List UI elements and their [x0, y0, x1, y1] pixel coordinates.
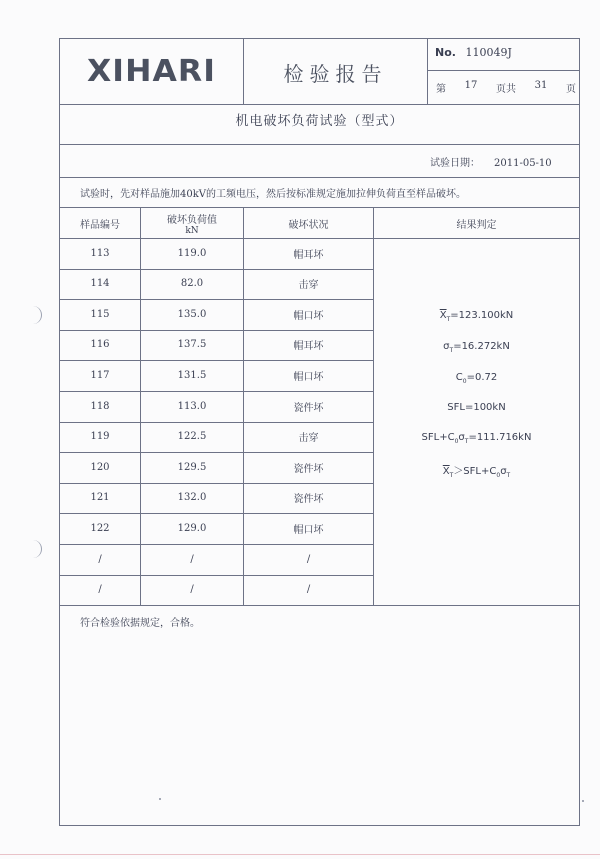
compare-sigma-sub: T: [506, 472, 511, 479]
table-bottom-line: [59, 605, 580, 606]
header-divider: [427, 38, 428, 104]
scan-dot: [159, 798, 161, 800]
header-load: [141, 208, 243, 238]
c-sub: 0: [462, 378, 467, 385]
cell-load: 135.0: [177, 308, 207, 320]
sfl-plus-value: =111.716kN: [468, 432, 532, 443]
cell-sample-no: 119: [90, 431, 110, 443]
section-divider: [59, 177, 580, 178]
mean-value: =123.100kN: [450, 310, 514, 321]
cell-sample-no: /: [98, 553, 102, 565]
c-symbol: C: [455, 372, 463, 383]
section-title: 机电破坏负荷试验（型式）: [235, 114, 404, 129]
test-note: 试验时，先对样品施加40kV的工频电压，然后按标准规定施加拉伸负荷直至样品破坏。: [80, 189, 467, 200]
compare-rest: ＞SFL+C: [453, 466, 497, 477]
sigma-value: =16.272kN: [453, 341, 510, 352]
cell-sample-no: 120: [90, 461, 110, 473]
cell-load: 137.5: [177, 339, 207, 351]
sfl-plus-label: SFL+C: [421, 432, 455, 443]
cell-load: 119.0: [177, 247, 207, 259]
cell-state: 瓷件坏: [293, 494, 324, 506]
mean-symbol: $\overline{X}$: [439, 310, 447, 321]
page-edge-line: [0, 854, 600, 855]
sfl-plus-sigma-sub: T: [464, 438, 469, 445]
scan-dot: [582, 800, 584, 802]
result-compare: [374, 462, 579, 479]
cell-load: 132.0: [177, 492, 207, 504]
cell-sample-no: 118: [90, 400, 110, 412]
cell-sample-no: 113: [90, 247, 110, 259]
cell-load: /: [190, 553, 194, 565]
result-sfl-plus: [374, 432, 579, 445]
cell-state: 帽口坏: [293, 524, 324, 536]
cell-state: /: [306, 553, 311, 565]
cell-state: 瓷件坏: [293, 402, 324, 414]
header-divider: [427, 70, 580, 71]
sigma-symbol: σ: [443, 341, 450, 352]
cell-sample-no: /: [98, 584, 102, 596]
document-number: [435, 46, 512, 59]
binder-hole-mark: [26, 540, 42, 558]
cell-sample-no: 114: [90, 278, 110, 290]
cell-state: 帽耳坏: [293, 341, 324, 353]
sfl-plus-sigma: σ: [458, 432, 465, 443]
header-result: 结果判定: [456, 219, 497, 231]
cell-load: 131.5: [177, 369, 207, 381]
compare-c-sub: 0: [496, 472, 501, 479]
section-divider: [59, 144, 580, 145]
header-load-unit: kN: [185, 225, 199, 236]
document-number-label: No.: [435, 46, 456, 59]
cell-state: /: [306, 584, 311, 596]
result-sigma: [374, 341, 579, 354]
compare-x: $\overline{X}$: [442, 466, 450, 477]
compare-x-sub: T: [449, 472, 454, 479]
c-value: =0.72: [466, 372, 498, 383]
mean-sub: T: [446, 316, 451, 323]
test-date-label: 试验日期：: [430, 158, 480, 169]
cell-sample-no: 115: [90, 308, 110, 320]
page-no-label: 第: [436, 84, 446, 95]
cell-sample-no: 117: [90, 369, 110, 381]
cell-state: 帽口坏: [293, 371, 324, 383]
binder-hole-mark: [26, 306, 42, 324]
cell-sample-no: 116: [90, 339, 110, 351]
test-date: [430, 154, 552, 169]
cell-load: 122.5: [177, 431, 207, 443]
page-info: [436, 80, 576, 95]
header-load-label: 破坏负荷值: [167, 214, 217, 226]
cell-load: /: [190, 584, 194, 596]
cell-load: 82.0: [180, 278, 204, 290]
sfl-plus-sub: 0: [454, 438, 459, 445]
cell-state: 击穿: [298, 433, 319, 445]
header-state: 破坏状况: [288, 219, 329, 231]
page-mid-label: 页共: [495, 84, 516, 95]
result-mean: [374, 310, 579, 323]
header-sample-no: 样品编号: [80, 219, 120, 231]
cell-load: 129.0: [177, 522, 207, 534]
cell-load: 129.5: [177, 461, 207, 473]
sigma-sub: T: [449, 347, 454, 354]
company-logo: XIHARI: [86, 53, 217, 89]
document-number-value: 110049J: [465, 46, 512, 59]
cell-sample-no: 122: [90, 522, 110, 534]
cell-state: 帽耳坏: [293, 249, 324, 261]
conclusion-text: 符合检验依据规定，合格。: [80, 618, 200, 629]
result-sfl: SFL=100kN: [447, 402, 506, 413]
compare-sigma: σ: [500, 466, 507, 477]
cell-load: 113.0: [177, 400, 207, 412]
report-title: 检验报告: [283, 61, 388, 86]
cell-sample-no: 121: [90, 492, 110, 504]
cell-state: 击穿: [298, 280, 319, 292]
cell-state: 瓷件坏: [293, 463, 324, 475]
section-divider: [59, 104, 580, 105]
page-end-label: 页: [565, 84, 576, 95]
result-c0: [374, 372, 579, 385]
page-total: 31: [534, 80, 548, 91]
test-date-value: 2011-05-10: [494, 158, 552, 169]
cell-state: 帽口坏: [293, 310, 324, 322]
page-no: 17: [464, 80, 478, 91]
